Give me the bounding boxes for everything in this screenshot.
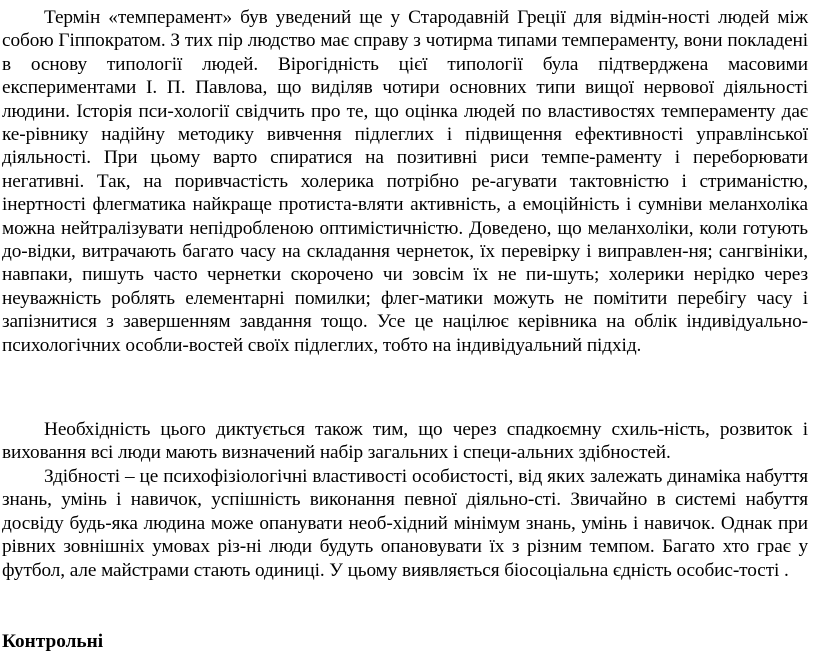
paragraph-abilities: Здібності – це психофізіологічні властивості особистості, від яких залежать динаміка набуття знань, умінь і навичок, успішність виконання певної діяльно-сті. Звичайно в системі набуття досвіду будь-яка людина може опанувати необ-хідний мінімум знань, умінь і навичок. Однак при рівних зовнішніх умовах різ-ні люди будуть опановувати їх з різним темпом. Багато хто грає у футбол, але майстрами стають одиниці. У цьому виявляється біосоціальна єдність особис-тості . (2, 466, 808, 581)
paragraph-temperament: Термін «темперамент» був уведений ще у Стародавній Греції для відмін-ності людей між собою Гіппократом. З тих пір людство має справу з чотирма типами темпераменту, вони покладені в основу типології людей. Вірогідність цієї типології була підтверджена масовими експериментами І. П. Павлова, що виділяв чотири основних типи вищої нервової діяльності людини. Історія пси-хології свідчить про те, що оцінка людей по властивостях темпераменту дає ке-рівнику надійну методику вивчення підлеглих і підвищення ефективності управлінської діяльності. При цьому варто спиратися на позитивні риси темпе-раменту і переборювати негативні. Так, на поривчастість холерика потрібно ре-агувати тактовністю і стриманістю, інертності флегматика найкраще протиста-вляти активність, а емоційність і сумніви меланхоліка можна нейтралізувати непідробленою оптимістичністю. Доведено, що меланхоліки, коли готують до-відки, витрачають багато часу на складання чернеток, їх перевірку і виправлен-ня; сангвініки, навпаки, пишуть часто чернетки скорочено чи зовсім їх не пи-шуть; холерики нерідко через неуважність роблять елементарні помилки; флег-матики можуть не помітити перебігу часу і запізнитися з завершенням завдання тощо. Усе це націлює керівника на облік індивідуально-психологічних особли-востей своїх підлеглих, тобто на індивідуальний підхід. (2, 7, 808, 356)
section-heading: Контрольні (2, 631, 104, 652)
paragraph-necessity: Необхідність цього диктується також тим, що через спадкоємну схиль-ність, розвиток і виховання всі люди мають визначений набір загальних і специ-альних здібностей. (2, 419, 808, 464)
